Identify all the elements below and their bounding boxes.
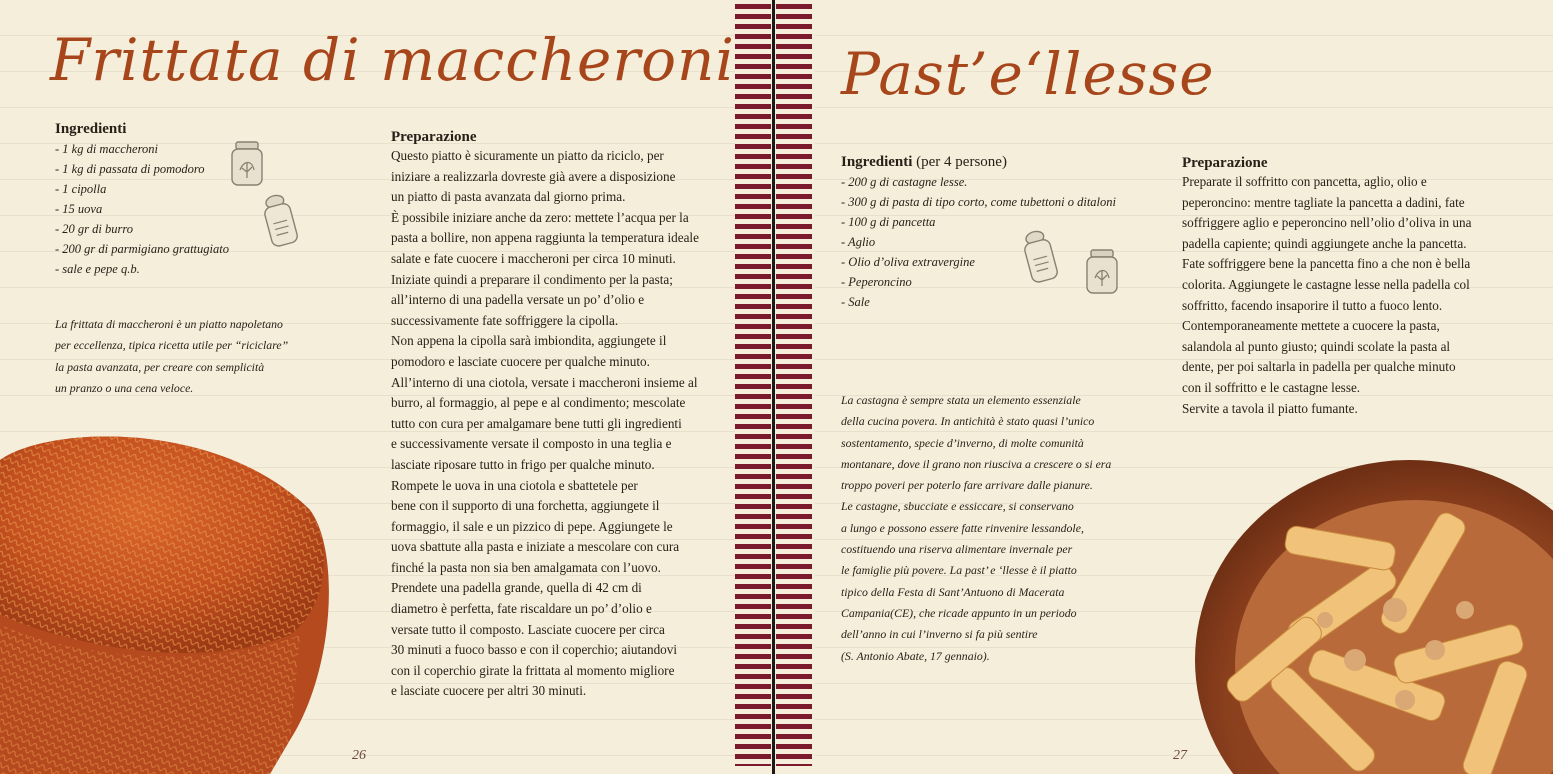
ingredient-item: - Aglio	[841, 235, 876, 249]
ingredient-item: - 300 g di pasta di tipo corto, come tubettoni o ditaloni	[841, 195, 1116, 209]
text-line: Questo piatto è sicuramente un piatto da riciclo, per	[391, 148, 664, 163]
text-line: lasciate riposare tutto in frigo per qualche minuto.	[391, 456, 655, 472]
text-line: salate e fate cuocere i maccheroni per circa 10 minuti.	[391, 250, 676, 266]
text-line: burro, al formaggio, al pepe e al condimento; mescolate	[391, 395, 686, 411]
ingredient-item: - 1 kg di maccheroni	[55, 142, 158, 156]
text-line: formaggio, il sale e un pizzico di pepe. Aggiungete le	[391, 518, 673, 534]
ingredient-item: - Peperoncino	[841, 275, 912, 289]
preparation-heading: Preparazione	[1182, 155, 1268, 171]
text-line: con il soffritto e le castagne lesse.	[1182, 379, 1361, 395]
spiral-binding	[735, 0, 815, 774]
text-line: salandola al punto giusto; quindi scolate la pasta al	[1182, 338, 1451, 354]
pasta-bowl-photo	[1195, 460, 1553, 774]
page-number: 26	[352, 748, 366, 763]
text-line: bene con il supporto di una forchetta, aggiungete il	[391, 498, 660, 514]
text-line: costituendo una riserva alimentare invernale per	[841, 542, 1073, 557]
text-line: Non appena la cipolla sarà imbiondita, aggiungete il	[391, 333, 667, 349]
text-line: 30 minuti a fuoco basso e con il coperchio; aiutandovi	[391, 642, 678, 658]
text-line: un piatto di pasta avanzata dal giorno prima.	[391, 189, 626, 205]
recipe-intro	[55, 314, 355, 399]
frittata-photo	[0, 420, 335, 774]
text-line: La castagna è sempre stata un elemento essenziale	[841, 393, 1081, 407]
text-line: peperoncino: mentre tagliate la pancetta a dadini, fate	[1182, 194, 1465, 210]
left-page	[0, 0, 735, 774]
ingredient-item: - 20 gr di burro	[55, 222, 134, 236]
ingredient-item: - 1 kg di passata di pomodoro	[55, 162, 205, 176]
ingredient-item: - 200 g di castagne lesse.	[841, 175, 968, 189]
text-line: tutto con cura per amalgamare bene tutti gli ingredienti	[391, 415, 682, 431]
text-line: della cucina povera. In antichità è stato quasi l’unico	[841, 414, 1095, 429]
text-line: all’interno di una padella versate un po’ d’olio e	[391, 292, 645, 308]
text-line: padella capiente; quindi aggiungete anche la pancetta.	[1182, 235, 1467, 251]
text-line: (S. Antonio Abate, 17 gennaio).	[841, 648, 990, 663]
text-line: uova sbattute alla pasta e iniziate a mescolare con cura	[391, 539, 680, 555]
shaker-icon	[1015, 228, 1065, 286]
recipe-title-frittata: Frittata di maccheroni	[50, 26, 735, 94]
jar-icon	[1083, 248, 1121, 296]
text-line: dente, per poi saltarla in padella per qualche minuto	[1182, 359, 1456, 375]
ingredient-item: - Sale	[841, 295, 870, 309]
text-line: successivamente fate soffriggere la cipolla.	[391, 312, 619, 328]
preparation-heading: Preparazione	[391, 129, 477, 145]
text-line: Campania(CE), che ricade appunto in un periodo	[841, 605, 1077, 620]
text-line: soffritto, facendo insaporire il tutto a fuoco lento.	[1182, 297, 1443, 313]
text-line: la pasta avanzata, per creare con semplicità	[55, 359, 265, 374]
text-line: Servite a tavola il piatto fumante.	[1182, 400, 1358, 416]
text-line: Prendete una padella grande, quella di 42 cm di	[391, 580, 642, 596]
text-line: montanare, dove il grano non riusciva a crescere o si era	[841, 456, 1112, 471]
ingredients-list	[841, 172, 1171, 312]
text-line: È possibile iniziare anche da zero: mettete l’acqua per la	[391, 209, 689, 225]
text-line: pomodoro e lasciate cuocere per qualche minuto.	[391, 353, 650, 369]
preparation-block	[391, 128, 731, 702]
text-line: Preparate il soffritto con pancetta, aglio, olio e	[1182, 174, 1427, 189]
text-line: All’interno di una ciotola, versate i maccheroni insieme al	[391, 374, 698, 390]
text-line: sostentamento, specie d’inverno, di molte comunità	[841, 435, 1084, 450]
text-line: La frittata di maccheroni è un piatto napoletano	[55, 317, 283, 331]
text-line: Fate soffriggere bene la pancetta fino a che non è bella	[1182, 256, 1471, 272]
text-line: a lungo e possono essere fatte rinvenire lessandole,	[841, 520, 1084, 535]
text-line: soffriggere aglio e peperoncino nell’olio d’oliva in una	[1182, 215, 1472, 231]
text-line: Rompete le uova in una ciotola e sbattetele per	[391, 477, 638, 493]
recipe-intro	[841, 390, 1161, 667]
text-line: Iniziate quindi a preparare il condimento per la pasta;	[391, 271, 673, 287]
text-line: colorita. Aggiungete le castagne lesse nella padella col	[1182, 276, 1470, 292]
text-line: iniziare a realizzarla dovreste già avere a disposizione	[391, 168, 676, 184]
text-line: con il coperchio girate la frittata al momento migliore	[391, 662, 675, 678]
text-line: diametro è perfetta, fate riscaldare un po’ d’olio e	[391, 601, 652, 617]
right-page	[815, 0, 1553, 774]
text-line: versate tutto il composto. Lasciate cuocere per circa	[391, 621, 665, 637]
text-line: e lasciate cuocere per altri 30 minuti.	[391, 683, 587, 699]
preparation-block	[1182, 154, 1542, 419]
ingredient-item: - 200 gr di parmigiano grattugiato	[55, 242, 229, 256]
ingredient-item: - 15 uova	[55, 202, 103, 216]
text-line: troppo poveri per poterlo fare arrivare dalle pianure.	[841, 478, 1093, 493]
text-line: per eccellenza, tipica ricetta utile per “riciclare”	[55, 338, 289, 353]
ingredient-item: - Olio d’oliva extravergine	[841, 255, 975, 269]
jar-icon	[228, 140, 266, 188]
text-line: Contemporaneamente mettete a cuocere la pasta,	[1182, 318, 1440, 334]
text-line: le famiglie più povere. La past’ e ‘llesse è il piatto	[841, 563, 1077, 578]
ingredient-item: - sale e pepe q.b.	[55, 262, 140, 276]
ingredients-heading: Ingredienti (per 4 persone)	[841, 154, 1007, 170]
shaker-icon	[255, 192, 305, 250]
text-line: un pranzo o una cena veloce.	[55, 380, 194, 395]
page-number: 27	[1173, 748, 1187, 763]
text-line: finché la pasta non sia ben amalgamata con l’uovo.	[391, 559, 661, 575]
ingredient-item: - 100 g di pancetta	[841, 215, 936, 229]
text-line: e successivamente versate il composto in una teglia e	[391, 436, 672, 452]
ingredients-heading: Ingredienti	[55, 121, 127, 137]
text-line: tipico della Festa di Sant’Antuono di Macerata	[841, 584, 1065, 599]
text-line: pasta a bollire, non appena raggiunta la temperatura ideale	[391, 230, 699, 246]
recipe-title-pastellesse: Past’e‘llesse	[841, 40, 1215, 108]
text-line: Le castagne, sbucciate e essiccare, si conservano	[841, 499, 1074, 514]
ingredient-item: - 1 cipolla	[55, 182, 107, 196]
text-line: dell’anno in cui l’inverno si fa più sentire	[841, 627, 1038, 642]
ingredients-block	[841, 154, 1171, 312]
